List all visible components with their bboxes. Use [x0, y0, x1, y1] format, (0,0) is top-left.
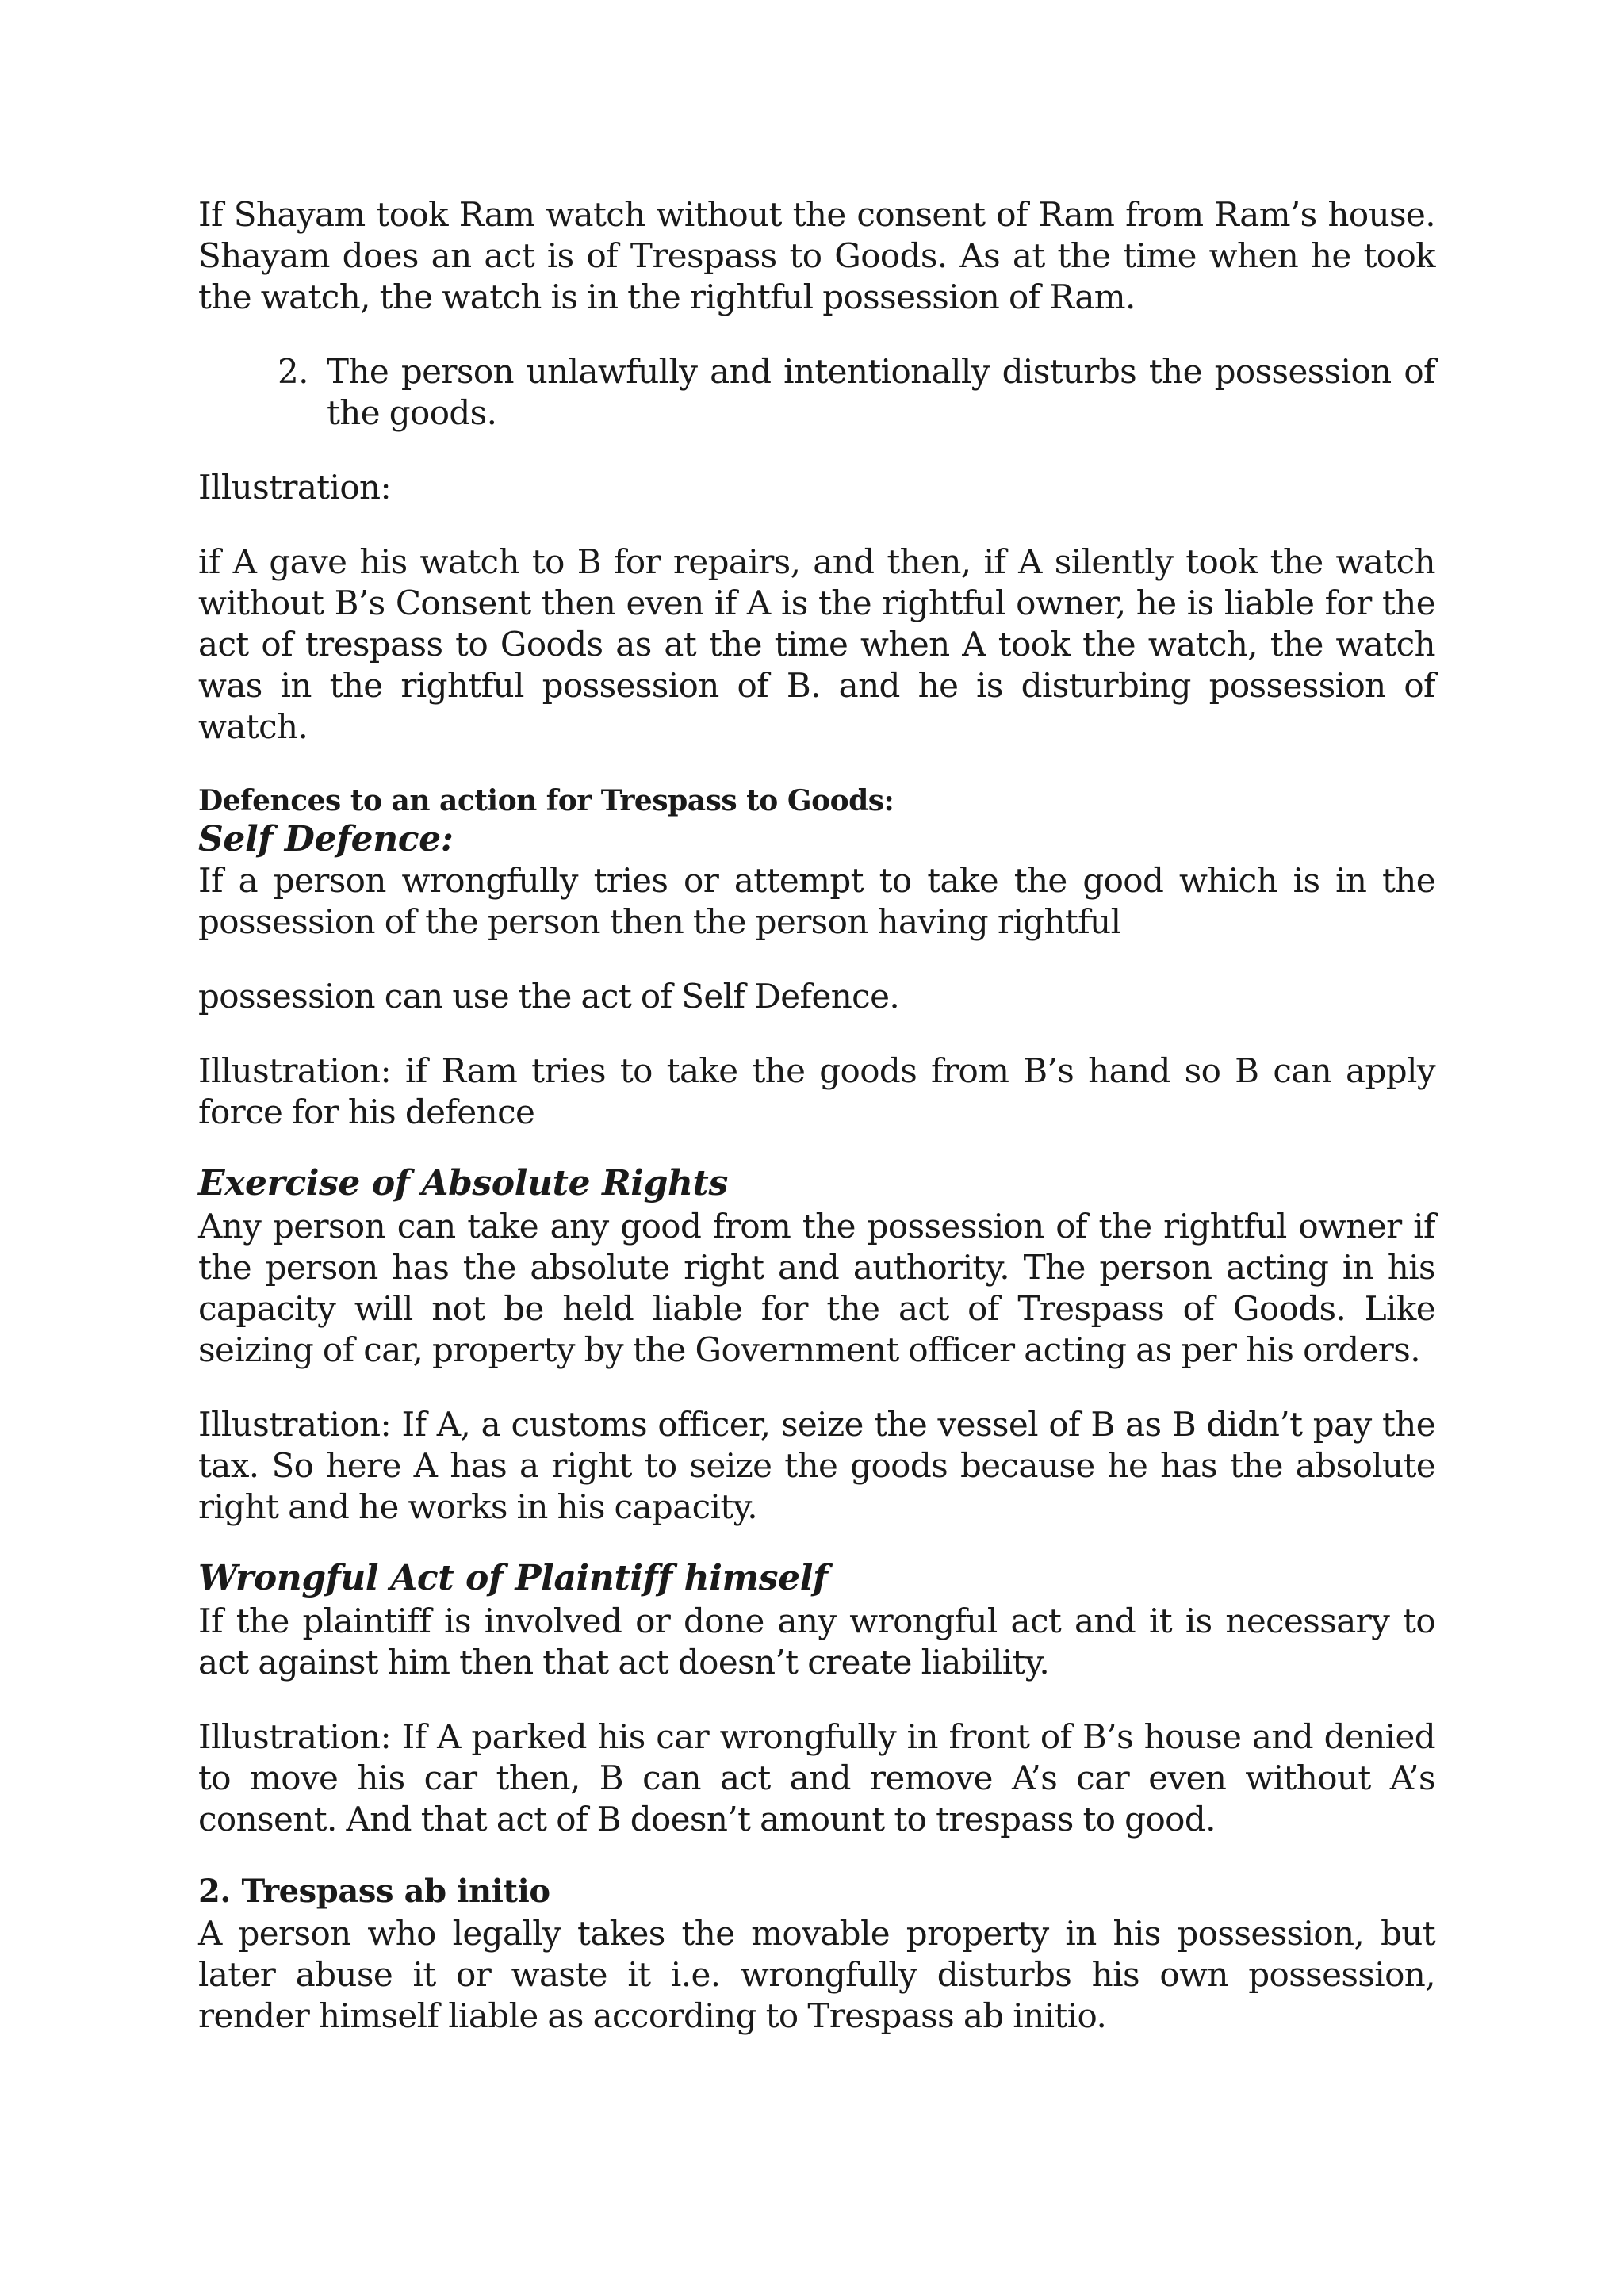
trespass-ab-initio-heading: 2. Trespass ab initio: [198, 1873, 550, 1910]
document-page: [198, 194, 1435, 2037]
defences-heading: Defences to an action for Trespass to Goods:: [198, 784, 894, 817]
paragraph-watch-repairs: if A gave his watch to B for repairs, and then, if A silently took the watch without B’s Consent then even if A is the rightful owner, he is liable for the act of trespass to Goods as at the time when A took the watch, the watch was in the rightful possession of B. and he is disturbing possession of watch.: [198, 542, 1435, 746]
trespass-ab-initio-paragraph: A person who legally takes the movable property in his possession, but later abuse it or waste it i.e. wrongfully disturbs his own possession, render himself liable as according to Trespass ab initio.: [198, 1914, 1435, 2035]
self-defence-paragraph: If a person wrongfully tries or attempt to take the good which is in the possession of the person then the person having rightful: [198, 861, 1435, 941]
wrongful-act-illustration: Illustration: If A parked his car wrongfully in front of B’s house and denied to move his car then, B can act and remove A’s car even without A’s consent. And that act of B doesn’t amount to trespass to good.: [198, 1717, 1435, 1839]
list-item-text: The person unlawfully and intentionally disturbs the possession of the goods.: [327, 352, 1435, 432]
paragraph-shayam-example: If Shayam took Ram watch without the consent of Ram from Ram’s house. Shayam does an act is of Trespass to Goods. As at the time when he took the watch, the watch is in the rightful possession of Ram.: [198, 195, 1435, 316]
absolute-rights-heading: Exercise of Absolute Rights: [198, 1163, 728, 1203]
list-item-2: [278, 351, 1435, 434]
wrongful-act-paragraph: If the plaintiff is involved or done any wrongful act and it is necessary to act against him then that act doesn’t create liability.: [198, 1601, 1435, 1682]
illustration-label: Illustration:: [198, 468, 392, 507]
absolute-rights-illustration: Illustration: If A, a customs officer, seize the vessel of B as B didn’t pay the tax. So here A has a right to seize the goods because he has the absolute right and he works in his capacity.: [198, 1405, 1435, 1526]
self-defence-illustration: Illustration: if Ram tries to take the goods from B’s hand so B can apply force for his defence: [198, 1051, 1435, 1131]
wrongful-act-heading: Wrongful Act of Plaintiff himself: [198, 1558, 828, 1598]
list-item-number: 2.: [278, 352, 308, 391]
absolute-rights-paragraph: Any person can take any good from the possession of the rightful owner if the person has the absolute right and authority. The person acting in his capacity will not be held liable for the act of Trespass of Goods. Like seizing of car, property by the Government officer acting as per his orders.: [198, 1207, 1435, 1369]
self-defence-heading: Self Defence:: [198, 819, 454, 859]
self-defence-paragraph-continued: possession can use the act of Self Defence.: [198, 977, 900, 1016]
